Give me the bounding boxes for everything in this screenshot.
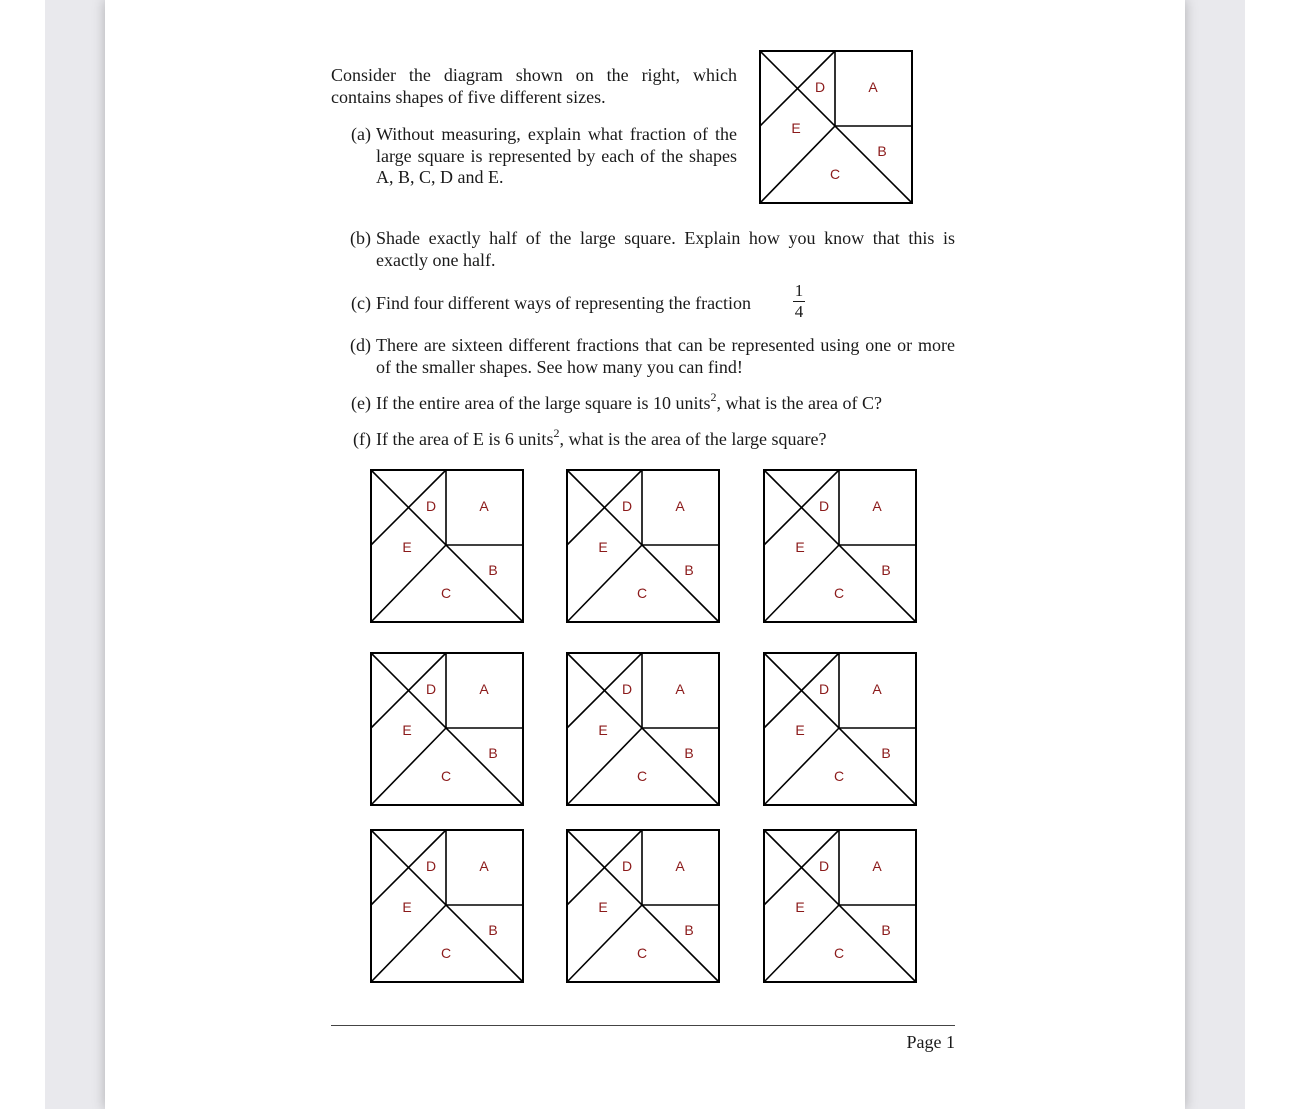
shape-label-c: C <box>833 768 845 784</box>
fraction-numerator: 1 <box>794 281 804 300</box>
shape-label-c: C <box>440 768 452 784</box>
shape-label-e: E <box>402 899 412 915</box>
shape-label-b: B <box>488 922 498 938</box>
shape-label-a: A <box>675 498 685 514</box>
shape-label-a: A <box>872 498 882 514</box>
shape-label-a: A <box>675 858 685 874</box>
question-c-label: (c) <box>351 293 371 313</box>
question-d-text: There are sixteen different fractions that can be represented using one or more of the smaller shapes. See how many you can find! <box>376 335 955 377</box>
shape-label-a: A <box>479 498 489 514</box>
tangram-copy-3 <box>763 469 917 629</box>
shape-label-e: E <box>795 722 805 738</box>
shape-label-b: B <box>881 562 891 578</box>
shape-label-d: D <box>621 498 633 514</box>
shape-label-b: B <box>488 562 498 578</box>
footer-rule <box>331 1025 955 1026</box>
shape-label-b: B <box>684 562 694 578</box>
exponent-f: 2 <box>553 426 560 440</box>
shape-label-b: B <box>488 745 498 761</box>
tangram-copy-1 <box>370 469 524 629</box>
shape-label-c: C <box>636 945 648 961</box>
shape-label-c: C <box>636 768 648 784</box>
shape-label-c: C <box>440 945 452 961</box>
exponent-e: 2 <box>710 390 717 404</box>
shape-label-e: E <box>791 120 801 136</box>
question-c-text: Find four different ways of representing the fraction <box>376 293 752 313</box>
shape-label-a: A <box>479 858 489 874</box>
shape-label-d: D <box>425 498 437 514</box>
question-f-label: (f) <box>353 429 371 449</box>
shape-label-d: D <box>818 498 830 514</box>
shape-label-e: E <box>402 539 412 555</box>
tangram-figure <box>759 50 913 205</box>
main-tangram-diagram <box>759 50 913 210</box>
tangram-copy-6 <box>763 652 917 812</box>
shape-label-b: B <box>684 745 694 761</box>
shape-label-e: E <box>598 539 608 555</box>
shape-label-e: E <box>402 722 412 738</box>
shape-label-c: C <box>829 166 841 182</box>
shape-label-b: B <box>877 143 887 159</box>
shape-label-d: D <box>425 858 437 874</box>
shape-label-c: C <box>833 585 845 601</box>
question-f-text-before: If the area of E is 6 units <box>376 429 554 449</box>
shape-label-c: C <box>636 585 648 601</box>
question-a-text: Without measuring, explain what fraction of the large square is represented by each of the shapes A, B, C, D and E. <box>376 124 737 187</box>
shape-label-d: D <box>621 858 633 874</box>
shape-label-d: D <box>818 681 830 697</box>
question-a-label: (a) <box>351 124 371 144</box>
question-f-text <box>376 426 827 451</box>
shape-label-d: D <box>818 858 830 874</box>
shape-label-c: C <box>833 945 845 961</box>
question-d-label: (d) <box>350 335 371 355</box>
shape-label-d: D <box>621 681 633 697</box>
shape-label-b: B <box>881 922 891 938</box>
tangram-copy-9 <box>763 829 917 989</box>
shape-label-c: C <box>440 585 452 601</box>
shape-label-b: B <box>684 922 694 938</box>
shape-label-e: E <box>795 899 805 915</box>
question-f-text-after: , what is the area of the large square? <box>559 429 827 449</box>
shape-label-a: A <box>872 681 882 697</box>
tangram-copy-2 <box>566 469 720 629</box>
tangram-copy-8 <box>566 829 720 989</box>
shape-label-e: E <box>598 899 608 915</box>
question-e-text <box>376 390 882 415</box>
shape-label-a: A <box>479 681 489 697</box>
question-b-label: (b) <box>350 228 371 248</box>
page-number: Page 1 <box>906 1032 955 1052</box>
fraction-denominator: 4 <box>794 302 804 321</box>
shape-label-b: B <box>881 745 891 761</box>
shape-label-a: A <box>868 79 878 95</box>
question-e-label: (e) <box>351 393 371 413</box>
question-e-text-after: , what is the area of C? <box>716 393 882 413</box>
tangram-copy-4 <box>370 652 524 812</box>
intro-paragraph: Consider the diagram shown on the right, which contains shapes of five different sizes. <box>331 65 737 107</box>
tangram-copy-7 <box>370 829 524 989</box>
shape-label-a: A <box>675 681 685 697</box>
question-b-text: Shade exactly half of the large square. Explain how you know that this is exactly one half. <box>376 228 955 270</box>
fraction-one-quarter <box>792 281 806 322</box>
shape-label-e: E <box>598 722 608 738</box>
tangram-copy-5 <box>566 652 720 812</box>
shape-label-d: D <box>814 79 826 95</box>
question-e-text-before: If the entire area of the large square is 10 units <box>376 393 711 413</box>
shape-label-d: D <box>425 681 437 697</box>
shape-label-a: A <box>872 858 882 874</box>
shape-label-e: E <box>795 539 805 555</box>
